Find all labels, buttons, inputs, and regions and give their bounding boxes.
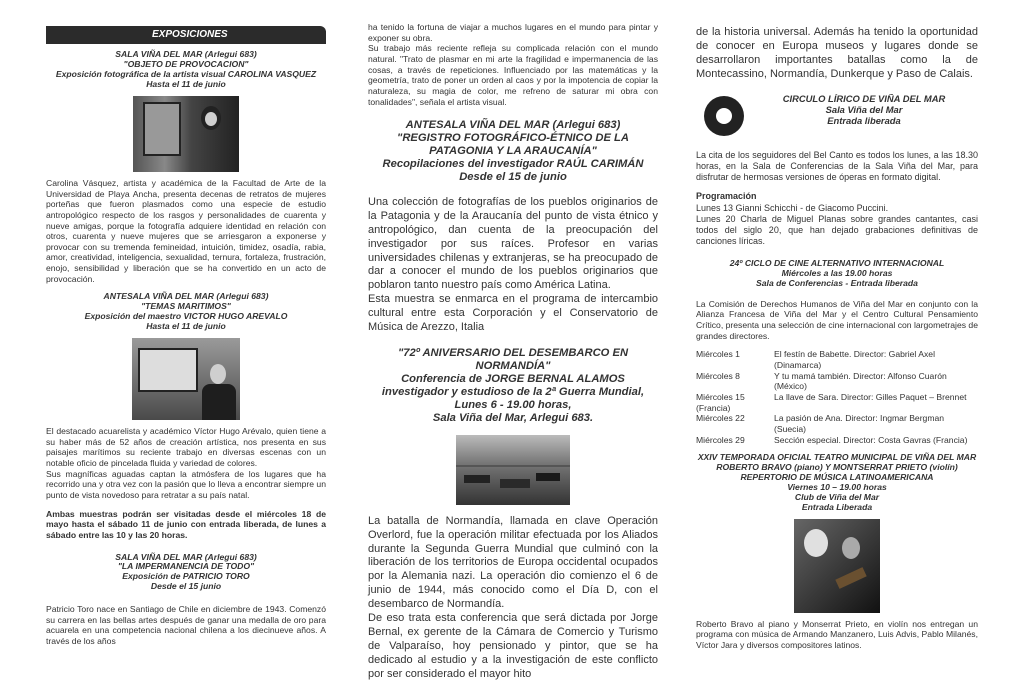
program-label: Programación [696,191,757,202]
continued-text: ha tenido la fortuna de viajar a muchos lugares en el mundo para pintar y exponer su obra. [368,22,658,43]
cine-title: 24º CICLO DE CINE ALTERNATIVO INTERNACIONAL [729,258,945,269]
exhibit-description: El destacado acuarelista y académico Víctor Hugo Arévalo, quien tiene a su haber más de 52 años de creación artística, nos presenta en sus paisajes marítimos su reciente trabajo en diversas escenas con un notable oficio de pincelada fluida y variedad de colores. [46,425,326,468]
cine-time: Miércoles a las 19.00 horas [781,268,893,278]
event-admission: Entrada liberada [827,114,901,126]
exhibit-description: Una colección de fotografías de los pueblos originarios de la Patagonia y de la Araucanía del punto de vista étnico y antropológico, dan cuenta de la preocupación del investigador por sus raíces. Profesor en varias universidades chilenas y extranjeras, se ha preocupado de dar a conocer el mundo de los pueblos originarios que poblaron tanto nuestro país como América Latina. [368,195,658,292]
exhibit-title: "LA IMPERMANENCIA DE TODO" [117,561,255,572]
exhibit-description-2: Sus magníficas aguadas captan la atmósfera de los lugares que ha recorrido una y otra vez con la pasión que lo lleva a encontrar siempre un punto de vista novedoso para retratar a su país natal. [46,468,326,500]
teatro-venue: Club de Viña del Mar [794,491,880,502]
program-item: Lunes 20 Charla de Miguel Planas sobre grandes cantantes, casi todos del siglo 20, que han dejado grabaciones definitivas de canciones líricas. [696,213,978,246]
left-column [46,26,326,647]
exhibit-venue: SALA VIÑA DEL MAR (Arlegui 683) [115,49,257,60]
circulo-lirico-logo-icon [704,96,744,136]
exhibit-date: Hasta el 11 de junio [146,79,226,90]
event-time: Lunes 6 - 19.00 horas, [454,398,572,411]
exhibit-date: Hasta el 11 de junio [146,321,226,332]
event-description: La cita de los seguidores del Bel Canto es todos los lunes, a las 18.30 horas, en la Sala de Conferencias de la Sala Viña del Mar, para disfrutar de hermosas versiones de óperas en formato digital. [696,149,978,183]
bravo-prieto-photo [794,519,880,613]
program-item: Lunes 13 Gianni Schicchi - de Giacomo Puccini. [696,202,889,213]
event-title: "72º ANIVERSARIO DEL DESEMBARCO EN NORMANDÍA" [397,347,629,373]
teatro-title: XXIV TEMPORADA OFICIAL TEATRO MUNICIPAL DE VIÑA DEL MAR [697,452,977,463]
event-subtitle: Conferencia de JORGE BERNAL ALAMOS [401,373,625,386]
exhibit-venue: ANTESALA VIÑA DEL MAR (Arlegui 683) [405,119,621,132]
event-title: CIRCULO LÍRICO DE VIÑA DEL MAR [782,93,946,104]
event-venue: Sala Viña del Mar [825,103,903,115]
circulo-lirico-header [696,94,978,136]
normandy-landing-photo [456,435,570,505]
exhibit-subtitle: Exposición del maestro VICTOR HUGO AREVALO [84,311,288,322]
exhibit-description-2: Esta muestra se enmarca en el programa de intercambio cultural entre esta Corporación y el Conservatorio de Música de Arezzo, Italia [368,293,658,334]
visiting-hours-note: Ambas muestras podrán ser visitadas desde el miércoles 18 de mayo hasta el sábado 11 de junio con entrada liberada, de lunes a sábado entre las 10 y las 20 horas. [46,508,326,540]
exhibit-description: Carolina Vásquez, artista y académica de la Facultad de Arte de la Universidad de Playa Ancha, presenta decenas de retratos de mujeres porteñas que fueron plasmados como una especie de estudio antropológico respecto de los rasgos y personalidades de cuarenta y nueve amigas, porque la fotografía adquiere identidad en relación con otros, cuarenta y nueve mujeres que se arriesgaron a exponerse y provocar con su tremenda femineidad, intuición, timidez, osadía, rabia, amor, creatividad, inteligencia, sexualidad, ternura, fortaleza, frustración, enojo, sensibilidad y liberación que se ha convertido en un acto de provocación. [46,177,326,284]
teatro-admission: Entrada Liberada [801,501,873,512]
exhibit-title: "OBJETO DE PROVOCACION" [123,59,249,70]
continued-text-2: Su trabajo más reciente refleja su complicada relación con el mundo natural. "Trato de plasmar en mi arte la fragilidad e impermanencia de las cosas, a través de repeticiones. Influenciado por las matemáticas y la geometría, trato de poner un orden al caos y por la impotencia de copiar la naturaleza, su magia de color, me refreno de saturar mi obra con tonalidades", señala el artista visual. [368,43,658,107]
continued-text: de la historia universal. Además ha tenido la oportunidad de conocer en Europa museos y lugares donde se desarrollaron importantes batallas como la de Montecassino, Normandía, Dunkerque y Paso de Calais. [696,26,978,80]
victor-hugo-arevalo-photo [132,338,240,420]
event-description-2: De eso trata esta conferencia que será dictada por Jorge Bernal, ex gerente de la Cámara de Comercio y Turismo de Valparaíso, hoy pensionado y pintor, que se ha dedicado al estudio y a la investigación de este conflicto por ser considerado el mayor hito [368,612,658,681]
cine-description: La Comisión de Derechos Humanos de Viña del Mar en conjunto con la Alianza Francesa de Viña del Mar y el Centro Cultural Pensamiento Crítico, presenta una selección de cine internacional con largometrajes de grandes directores. [696,298,978,341]
carolina-vasquez-photo [133,96,239,172]
exhibit-subtitle: Exposición fotográfica de la artista visual CAROLINA VASQUEZ [55,69,317,80]
exhibit-date: Desde el 15 junio [150,581,222,592]
film-row: Miércoles 1 El festín de Babette. Director: Gabriel Axel (Dinamarca) [696,349,935,371]
cine-venue: Sala de Conferencias - Entrada liberada [756,277,918,288]
exhibit-subtitle: Recopilaciones del investigador RAÚL CARIMÁN [382,157,644,170]
event-speaker-info: investigador y estudioso de la 2ª Guerra Mundial, [381,385,645,398]
exhibit-venue: SALA VIÑA DEL MAR (Arlegui 683) [115,551,257,562]
exhibit-subtitle: Exposición de PATRICIO TORO [122,571,250,582]
film-row: Miércoles 15 (Francia) La llave de Sara. Director: Gilles Paquet – Brennet [696,392,967,413]
section-banner: EXPOSICIONES [46,26,326,44]
event-description: La batalla de Normandía, llamada en clave Operación Overlord, fue la operación militar efectuada por los Aliados durante la Segunda Guerra Mundial que culminó con la liberación de los territorios de Europa occidental ocupados por la Alemania nazi. La operación dio comienzo el 6 de junio de 1944, más conocido como el Día D, con el desembarco de Normandía. [368,514,658,611]
film-row: Miércoles 29 Sección especial. Director: Costa Gavras (Francia) [696,434,968,445]
exhibit-date: Desde el 15 de junio [459,170,567,183]
exhibit-venue: ANTESALA VIÑA DEL MAR (Arlegui 683) [103,291,269,302]
teatro-performers: ROBERTO BRAVO (piano) Y MONTSERRAT PRIETO (violín) [716,462,958,473]
exhibit-title: "TEMAS MARITIMOS" [141,301,231,312]
exhibit-description: Patricio Toro nace en Santiago de Chile en diciembre de 1943. Comenzó su carrera en las bellas artes después de ganar una medalla de oro para acuarela en una competencia nacional chilena a los diecinueve años. A través de los años [46,604,326,646]
teatro-time: Viernes 10 – 19.00 horas [787,481,887,492]
film-row: Miércoles 8 Y tu mamá también. Director: Alfonso Cuarón (México) [696,370,947,392]
teatro-description: Roberto Bravo al piano y Monserrat Prieto, en violín nos entregan un programa con música de Armando Manzanero, Luis Advis, Pablo Milanés, Víctor Jara y diversos compositores latinos. [696,618,978,650]
event-venue: Sala Viña del Mar, Arlegui 683. [432,411,594,424]
right-column [696,26,978,651]
teatro-repertoire: REPERTORIO DE MÚSICA LATINOAMERICANA [740,472,934,483]
exhibit-title: "REGISTRO FOTOGRÁFICO-ÉTNICO DE LA PATAGONIA Y LA ARAUCANÍA" [397,132,629,157]
film-schedule [696,349,978,445]
film-row: Miércoles 22 La pasión de Ana. Director: Ingmar Bergman (Suecia) [696,413,945,434]
middle-column [368,22,658,682]
